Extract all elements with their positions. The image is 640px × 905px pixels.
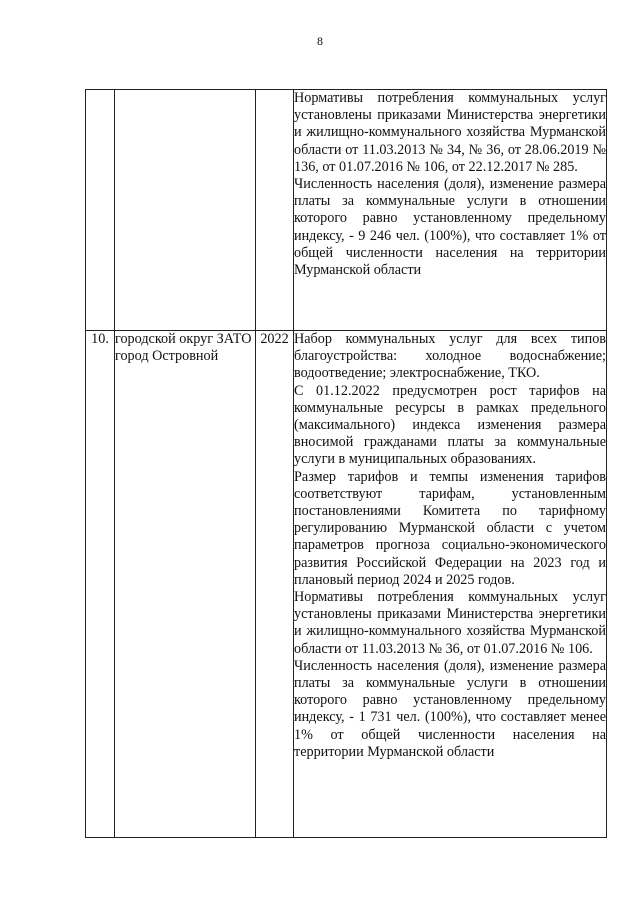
description-paragraph: Численность населения (доля), изменение размера платы за коммунальные услуги в отношении которого равно установленному предельному индексу, - 9 246 чел. (100%), что составляет 1% от общей численности населения на территории Мурманской области	[294, 176, 606, 279]
description-paragraph: Размер тарифов и темпы изменения тарифов соответствуют тарифам, установленным постановлениями Комитета по тарифному регулированию Мурманской области с учетом параметров прогноза социально-экономического развития Российской Федерации на 2023 год и плановый период 2024 и 2025 годов.	[294, 468, 606, 588]
description-paragraph: Численность населения (доля), изменение размера платы за коммунальные услуги в отношении которого равно установленному предельному индексу, - 1 731 чел. (100%), что составляет менее 1% от общей численности населения на территории Мурманской области	[294, 657, 606, 760]
description-cell	[294, 90, 607, 331]
municipality-cell	[115, 90, 256, 331]
description-paragraph: С 01.12.2022 предусмотрен рост тарифов на коммунальные ресурсы в рамках предельного (максимального) индекса изменения размера вносимой гражданами платы за коммунальные услуги в муниципальных образованиях.	[294, 382, 606, 468]
year-cell	[256, 90, 294, 331]
description-paragraph: Нормативы потребления коммунальных услуг установлены приказами Министерства энергетики и жилищно-коммунального хозяйства Мурманской области от 11.03.2013 № 34, № 36, от 28.06.2019 № 136, от 01.07.2016 № 106, от 22.12.2017 № 285.	[294, 90, 606, 175]
year-cell: 2022	[256, 331, 294, 838]
page-number: 8	[317, 34, 323, 48]
tariff-table	[85, 89, 607, 838]
row-number-cell	[86, 90, 115, 331]
description-cell	[294, 331, 607, 838]
description-paragraph: Набор коммунальных услуг для всех типов благоустройства: холодное водоснабжение; водоотведение; электроснабжение, ТКО.	[294, 331, 606, 382]
row-number-cell: 10.	[86, 331, 115, 838]
description-paragraph: Нормативы потребления коммунальных услуг установлены приказами Министерства энергетики и жилищно-коммунального хозяйства Мурманской области от 11.03.2013 № 36, от 01.07.2016 № 106.	[294, 589, 606, 657]
table-row	[86, 331, 607, 838]
table-row	[86, 90, 607, 331]
municipality-cell: городской округ ЗАТО город Островной	[115, 331, 256, 838]
